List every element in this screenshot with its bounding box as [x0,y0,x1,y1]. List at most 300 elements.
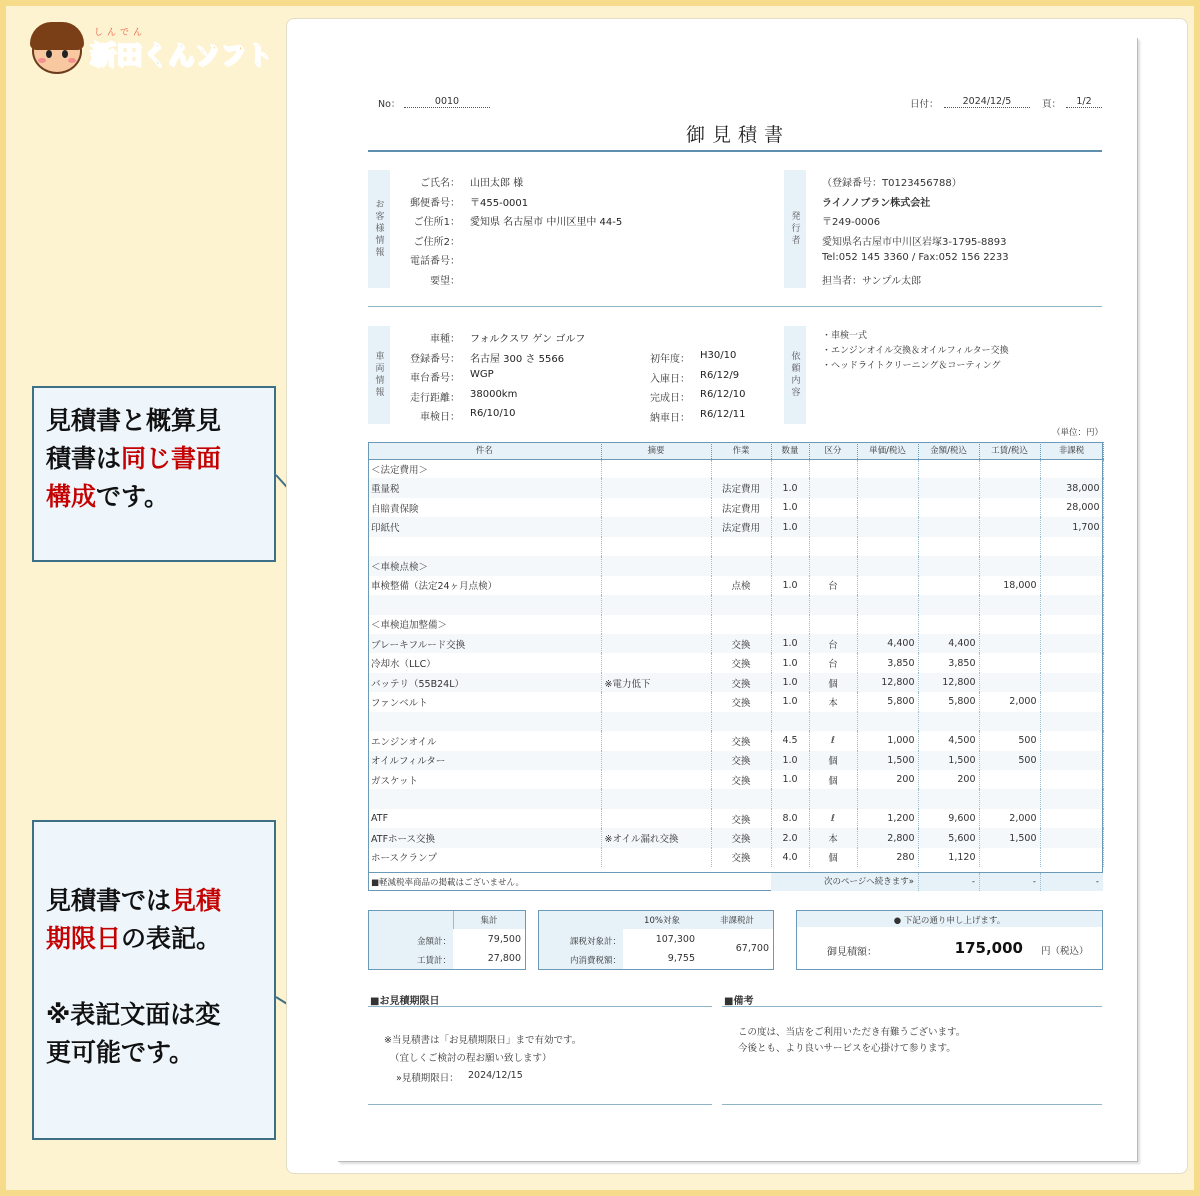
table-cell [809,498,857,517]
expiry-date-label: »見積期限日： [396,1073,459,1084]
table-cell [1040,615,1103,634]
table-cell: 1,200 [857,809,918,828]
footer-dash: - [1040,873,1103,891]
customer-field-label: 郵便番号： [410,197,460,209]
table-cell [771,789,809,808]
table-cell: 28,000 [1040,498,1103,517]
vehicle-field-value: フォルクスワ ゲン ゴルフ [470,334,586,345]
table-cell [857,595,918,614]
table-cell [1040,809,1103,828]
table-cell: 2,000 [979,809,1040,828]
summary-total-box [368,910,526,970]
table-cell [809,615,857,634]
vehicle-field-value: R6/12/10 [700,389,746,400]
table-cell [918,537,979,556]
table-cell: 冷却水（LLC） [368,653,601,672]
table-cell: ＜法定費用＞ [368,459,601,478]
customer-field-value: 〒455-0001 [470,197,529,209]
total-value: 175,000 [954,939,1023,957]
date-value: 2024/12/5 [944,96,1030,108]
table-row [368,576,1103,595]
total-label: 御見積額： [827,947,877,958]
table-cell [1040,556,1103,575]
table-cell [601,576,711,595]
table-cell: 1,700 [1040,517,1103,536]
table-cell: 5,600 [918,828,979,847]
brand-name [90,35,272,72]
table-cell [979,595,1040,614]
vehicle-field-label: 入庫日： [650,373,690,385]
vehicle-field-label: 初年度： [650,354,690,365]
table-cell [857,537,918,556]
vehicle-field-value: 名古屋 300 さ 5566 [470,353,565,365]
table-cell: 8.0 [771,809,809,828]
table-cell: 台 [809,653,857,672]
expiry-rule [368,1006,712,1007]
column-header: 数量 [771,442,809,459]
table-cell: 4,400 [857,634,918,653]
table-cell [979,556,1040,575]
page-value: 1/2 [1066,96,1102,108]
table-cell [601,615,711,634]
table-row [368,789,1103,808]
unit-note: （単位：円） [1052,428,1104,438]
table-cell: 1.0 [771,576,809,595]
table-cell: 交換 [711,809,771,828]
labor-total-label: 工賃計： [416,956,451,966]
mascot-face-icon [30,22,84,76]
table-cell [601,770,711,789]
customer-row [368,272,470,287]
expiry-heading: ■お見積期限日 [370,996,440,1007]
brand-name-part: 新田 [90,40,143,71]
table-cell [1040,692,1103,711]
callout-highlight: 同じ書面 [121,444,222,473]
customer-row [368,174,523,189]
table-cell [368,595,601,614]
table-cell: 交換 [711,692,771,711]
expiry-bottom-rule [368,1104,712,1105]
table-cell [1040,828,1103,847]
table-cell [711,459,771,478]
request-item: ・エンジンオイル交換＆オイルフィルター交換 [822,346,1009,356]
vehicle-row [620,350,736,365]
section-rule [368,306,1102,307]
table-row [368,848,1103,867]
table-cell [979,615,1040,634]
callout-text: 積書は [46,444,122,473]
table-cell [809,556,857,575]
table-cell: 5,800 [918,692,979,711]
vehicle-field-value: R6/10/10 [470,408,516,419]
column-header: 単価/税込 [857,442,918,459]
table-cell: 個 [809,770,857,789]
vehicle-field-value: R6/12/9 [700,369,740,381]
table-cell [809,478,857,497]
table-cell: 1.0 [771,478,809,497]
callout-text: です。 [96,482,170,511]
table-cell: 280 [857,848,918,867]
vehicle-row [368,369,494,384]
vehicle-field-value: WGP [470,369,494,380]
callout-line: 見積書と概算見 [46,406,222,435]
table-cell: 本 [809,692,857,711]
table-cell: 交換 [711,673,771,692]
table-cell [1040,653,1103,672]
vehicle-field-label: 納車日： [650,412,690,424]
table-row [368,673,1103,692]
customer-field-label: ご氏名： [420,178,460,189]
table-cell [918,556,979,575]
table-cell [857,556,918,575]
document-title: 御見積書 [685,124,790,146]
table-cell [918,576,979,595]
table-row [368,653,1103,672]
table-cell [979,712,1040,731]
table-cell: ATF [368,809,601,828]
customer-row [368,194,528,209]
table-cell [979,789,1040,808]
table-row [368,751,1103,770]
vehicle-field-value: 38000km [470,388,518,400]
table-cell: 1,500 [918,751,979,770]
table-cell: 1.0 [771,770,809,789]
vehicle-row [368,350,564,365]
table-cell: 交換 [711,828,771,847]
callout-line: ※表記文面は変 [46,1000,221,1029]
vehicle-row [368,389,517,404]
footer-dash: - [918,873,979,891]
doc-no-label: No： [378,99,401,110]
table-cell [918,478,979,497]
table-cell [601,556,711,575]
table-row [368,615,1103,634]
vehicle-field-label: 車台番号： [410,373,460,384]
table-cell: 500 [979,751,1040,770]
table-cell: 交換 [711,731,771,750]
table-cell: エンジンオイル [368,731,601,750]
table-cell [857,459,918,478]
table-cell [918,498,979,517]
table-row [368,809,1103,828]
table-cell [979,498,1040,517]
remarks-bottom-rule [722,1104,1102,1105]
title-rule [368,150,1102,152]
brand-name-part: ソフト [194,40,273,71]
table-row [368,478,1103,497]
table-cell: 2,800 [857,828,918,847]
table-cell: 個 [809,673,857,692]
column-header: 金額/税込 [918,442,979,459]
estimate-document [338,38,1138,1162]
remarks-note: 今後とも、より良いサービスを心掛けて参ります。 [738,1043,956,1054]
table-cell [857,517,918,536]
request-item: ・ヘッドライトクリーニング＆コーティング [822,361,1001,371]
callout-same-layout [32,386,276,562]
table-cell [601,517,711,536]
table-cell: 1.0 [771,673,809,692]
table-cell [1040,537,1103,556]
table-cell [809,459,857,478]
table-cell: 1.0 [771,751,809,770]
table-cell [857,498,918,517]
table-cell: 1.0 [771,517,809,536]
table-cell [979,459,1040,478]
page-label: 頁： [1042,99,1062,110]
callout-line [46,920,262,958]
issuer-section-label: 発行者 [784,170,806,288]
table-header-row [368,442,1103,459]
column-header: 件名 [368,442,601,459]
customer-field-value: 山田太郎 様 [470,178,524,189]
vehicle-field-value: R6/12/11 [700,408,746,420]
customer-field-label: ご住所1： [413,217,460,228]
request-item: ・車検一式 [822,331,868,341]
table-cell: 車検整備（法定24ヶ月点検） [368,576,601,595]
vehicle-field-value: H30/10 [700,350,737,361]
table-cell [979,517,1040,536]
table-cell: 法定費用 [711,517,771,536]
table-row [368,712,1103,731]
table-cell [1040,770,1103,789]
customer-field-label: 要望： [430,275,460,287]
inner-tax-label: 内消費税額： [569,956,621,966]
issuer-line: ライノノブラン株式会社 [822,197,931,209]
table-cell [771,595,809,614]
table-cell [771,459,809,478]
table-cell [601,712,711,731]
column-header: 摘要 [601,442,711,459]
customer-field-value: 愛知県 名古屋市 中川区里中 44-5 [470,217,623,228]
table-row [368,770,1103,789]
issuer-line: （登録番号：T0123456788） [822,178,962,189]
table-cell [711,556,771,575]
table-cell [979,478,1040,497]
table-cell [711,615,771,634]
column-header: 区分 [809,442,857,459]
table-cell [857,789,918,808]
remarks-heading: ■備考 [724,996,754,1007]
table-cell [601,751,711,770]
table-cell [601,498,711,517]
table-cell [1040,789,1103,808]
customer-section-label: お客様情報 [368,170,390,288]
table-cell: 2,000 [979,692,1040,711]
callout-highlight: 構成 [46,482,97,511]
table-row [368,459,1103,478]
table-cell: 1.0 [771,692,809,711]
vehicle-row [368,330,585,345]
remarks-rule [722,1006,1102,1007]
table-cell: ブレーキフルード交換 [368,634,601,653]
customer-field-label: 電話番号： [410,256,460,267]
table-cell: 点検 [711,576,771,595]
table-cell: 台 [809,576,857,595]
column-header: 工賃/税込 [979,442,1040,459]
table-cell: 1,120 [918,848,979,867]
table-cell: 重量税 [368,478,601,497]
table-cell: 200 [857,770,918,789]
expiry-date-value: 2024/12/15 [468,1070,523,1081]
table-cell [1040,595,1103,614]
nontax-head: 非課税計 [719,916,754,926]
grand-total-box [796,910,1103,970]
table-cell: 3,850 [918,653,979,672]
remarks-note: この度は、当店をご利用いただき有難うございます。 [738,1027,966,1038]
tax10-head: 10%対象 [644,916,680,926]
table-cell: 交換 [711,751,771,770]
table-cell: 4.0 [771,848,809,867]
vehicle-row [368,408,516,423]
column-header: 非課税 [1040,442,1103,459]
table-cell: 4.5 [771,731,809,750]
table-cell [979,634,1040,653]
table-cell: 1.0 [771,653,809,672]
table-cell: 個 [809,751,857,770]
vehicle-row [620,409,746,424]
nontax-value: 67,700 [735,943,769,954]
callout-line [46,478,262,516]
customer-row [368,233,470,248]
table-footer-row [368,872,1103,891]
table-cell: ＜車検追加整備＞ [368,615,601,634]
table-cell [1040,576,1103,595]
customer-row [368,213,622,228]
brand-ruby: しんでん [94,27,147,38]
callout-highlight: 見積 [171,886,222,915]
table-cell: オイルフィルター [368,751,601,770]
vehicle-row [620,370,739,385]
table-cell: ※オイル漏れ交換 [601,828,711,847]
table-cell: 1.0 [771,634,809,653]
table-cell [918,615,979,634]
table-cell [711,537,771,556]
table-cell: ガスケット [368,770,601,789]
table-cell [1040,673,1103,692]
table-cell [601,692,711,711]
table-cell: 本 [809,828,857,847]
expiry-note: ※当見積書は「お見積期限日」まで有効です。 [384,1035,582,1046]
table-row [368,498,1103,517]
table-cell [1040,459,1103,478]
table-cell [601,634,711,653]
table-cell [601,459,711,478]
table-row [368,731,1103,750]
brand-name-part: くん [142,40,195,71]
brand-logo [30,22,272,76]
table-cell [601,809,711,828]
table-row [368,634,1103,653]
table-cell: ℓ [809,809,857,828]
table-cell: 38,000 [1040,478,1103,497]
table-cell: 個 [809,848,857,867]
table-cell [979,770,1040,789]
vehicle-row [620,389,746,404]
table-cell [918,517,979,536]
footer-dash: - [979,873,1040,891]
table-cell: 12,800 [857,673,918,692]
callout-line [46,440,262,478]
table-cell: 200 [918,770,979,789]
table-cell [979,653,1040,672]
table-cell: ホースクランプ [368,848,601,867]
table-cell: 9,600 [918,809,979,828]
callout-expiry-date [32,820,276,1140]
table-cell [771,556,809,575]
table-cell [809,712,857,731]
table-cell [918,712,979,731]
vehicle-field-label: 走行距離： [410,392,460,404]
expiry-note: （宜しくご検討の程お願い致します） [390,1053,552,1064]
table-cell: 交換 [711,848,771,867]
table-cell: ＜車検点検＞ [368,556,601,575]
next-page-note: 次のページへ続きます» [771,873,918,891]
table-cell [809,789,857,808]
table-cell: ファンベルト [368,692,601,711]
callout-line [46,882,262,920]
table-cell [1040,634,1103,653]
table-cell: 5,800 [857,692,918,711]
table-cell [368,789,601,808]
labor-total-value: 27,800 [487,953,521,964]
callout-highlight: 期限日 [46,924,122,953]
table-cell [711,595,771,614]
items-table [368,442,1104,867]
table-cell [918,595,979,614]
vehicle-field-label: 車検日： [420,412,460,423]
callout-text: 見積書では [46,886,172,915]
callout-line: 更可能です。 [46,1038,195,1067]
table-cell [979,673,1040,692]
table-cell: 台 [809,634,857,653]
table-cell: 印紙代 [368,517,601,536]
doc-no-value: 0010 [404,96,490,108]
table-cell: ※電力低下 [601,673,711,692]
issuer-line: 担当者：サンプル太郎 [822,275,922,287]
table-cell: 4,500 [918,731,979,750]
callout-text: の表記。 [121,924,222,953]
table-cell [711,712,771,731]
vehicle-section-label: 車両情報 [368,326,390,424]
table-cell: 1,500 [979,828,1040,847]
table-cell [1040,731,1103,750]
table-cell: 4,400 [918,634,979,653]
table-cell: 18,000 [979,576,1040,595]
vehicle-field-label: 登録番号： [410,353,460,365]
issuer-line: 〒249-0006 [822,217,881,228]
table-cell [601,731,711,750]
table-cell [771,712,809,731]
table-cell [857,478,918,497]
table-cell [857,615,918,634]
table-cell [368,537,601,556]
table-cell: 3,850 [857,653,918,672]
column-header: 作業 [711,442,771,459]
table-cell: 12,800 [918,673,979,692]
table-cell: 法定費用 [711,478,771,497]
table-cell [1040,712,1103,731]
table-cell [979,848,1040,867]
parts-total-label: 金額計： [416,937,451,947]
table-footer-note: ■軽減税率商品の掲載はございません。 [371,878,525,888]
table-row [368,692,1103,711]
table-cell [857,576,918,595]
table-cell [601,848,711,867]
table-cell [771,537,809,556]
summary-tax-box [538,910,774,970]
table-cell [601,595,711,614]
total-head: ● 下記の通り申し上げます。 [893,916,1006,926]
